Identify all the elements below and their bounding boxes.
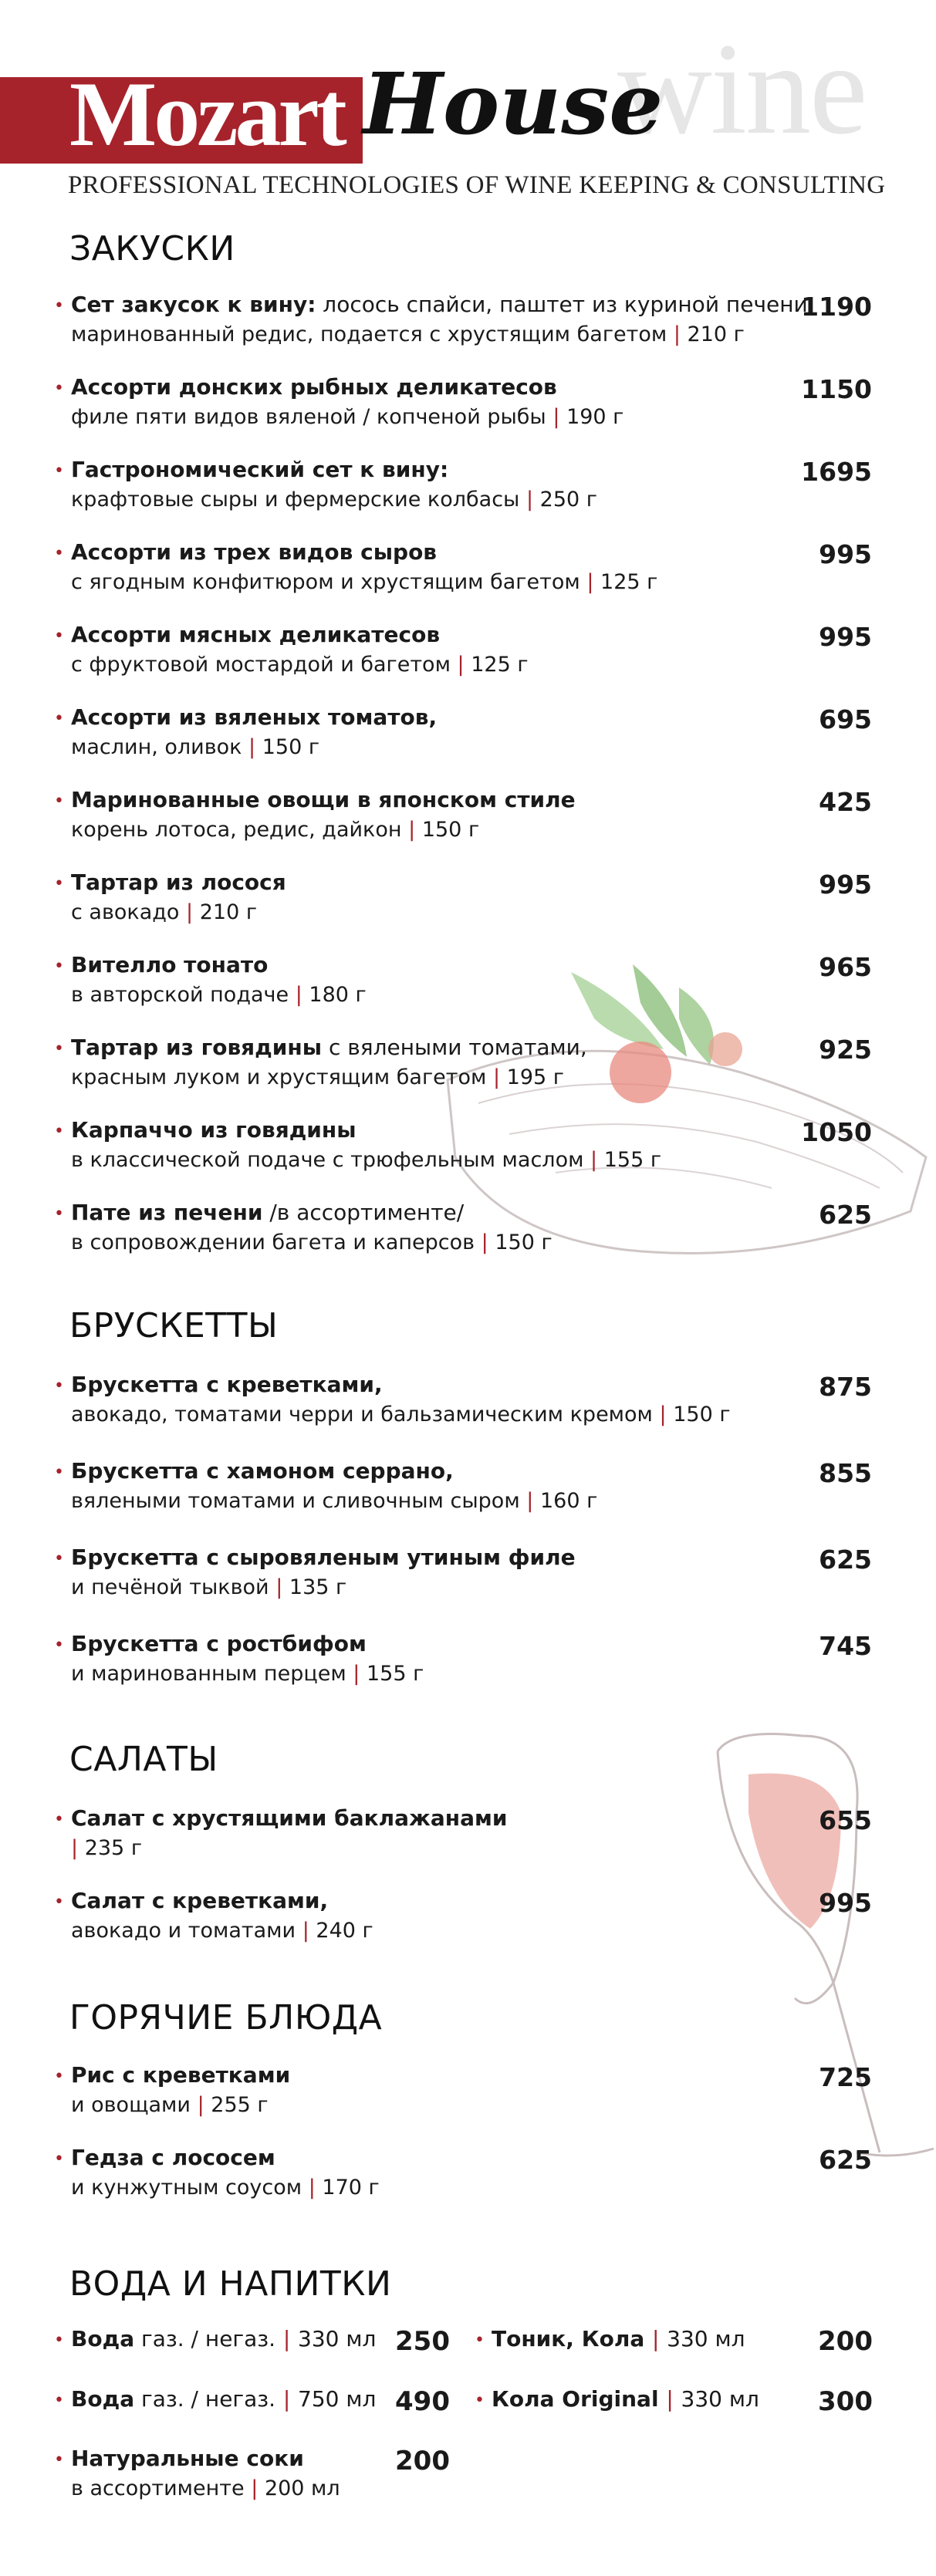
item-price: 1150 [801, 374, 872, 404]
item-name: Салат с хрустящими баклажанами [71, 1805, 508, 1831]
item-name: Ассорти из вяленых томатов, [71, 704, 438, 730]
item-name: Брускетта с сыровяленым утиным филе [71, 1545, 576, 1570]
item-description: авокадо и томатами | 240 г [71, 1919, 373, 1943]
bullet-icon: • [54, 1376, 64, 1396]
item-name: Гастрономический сет к вину: [71, 457, 449, 482]
item-price: 695 [819, 704, 872, 734]
bullet-icon: • [54, 2067, 64, 2086]
bullet-icon: • [54, 1039, 64, 1058]
bullet-icon: • [54, 1636, 64, 1655]
bullet-icon: • [54, 296, 64, 316]
item-description: в сопровождении багета и каперсов | 150 г [71, 1231, 552, 1254]
drink-item [54, 2446, 448, 2507]
drink-item [475, 2386, 876, 2433]
bullet-icon: • [54, 792, 64, 811]
item-name: Маринованные овощи в японском стиле [71, 787, 576, 812]
item-name: Брускетта с хамоном серрано, [71, 1458, 454, 1484]
bullet-icon: • [54, 1122, 64, 1141]
item-name: Тартар из лосося [71, 869, 286, 895]
bullet-icon: • [54, 544, 64, 563]
drink-name: Тоник, Кола | 330 мл [492, 2326, 745, 2351]
bullet-icon: • [54, 2391, 64, 2410]
drink-price: 200 [395, 2446, 450, 2476]
section-title-hot-dishes: ГОРЯЧИЕ БЛЮДА [69, 1998, 383, 2038]
drink-price: 300 [818, 2386, 873, 2417]
drink-name: Кола Original | 330 мл [492, 2386, 759, 2412]
bullet-icon: • [475, 2331, 485, 2350]
drink-item [475, 2326, 876, 2372]
logo-main: Mozart [69, 62, 344, 165]
item-price: 625 [819, 1200, 872, 1230]
bullet-icon: • [54, 1204, 64, 1224]
item-price: 625 [819, 2145, 872, 2175]
item-description: с фруктовой мостардой и багетом | 125 г [71, 653, 529, 677]
item-name: Рис с креветками [71, 2062, 291, 2088]
item-price: 1050 [801, 1117, 872, 1147]
item-name: Пате из печени /в ассортименте/ [71, 1200, 465, 1225]
item-name: Салат с креветками, [71, 1888, 329, 1913]
logo-watermark: wine [617, 16, 867, 161]
item-description: с авокадо | 210 г [71, 900, 258, 924]
bullet-icon: • [54, 379, 64, 398]
item-price: 725 [819, 2062, 872, 2092]
bullet-icon: • [54, 461, 64, 481]
drink-item [54, 2386, 448, 2433]
item-price: 425 [819, 787, 872, 817]
item-description: маслин, оливок | 150 г [71, 735, 320, 759]
item-name: Тартар из говядины с вялеными томатами, [71, 1035, 587, 1060]
bullet-icon: • [54, 626, 64, 646]
drink-description: в ассортименте | 200 мл [71, 2476, 340, 2500]
drink-name: Натуральные соки [71, 2446, 304, 2471]
bullet-icon: • [54, 874, 64, 893]
item-name: Брускетта с креветками, [71, 1372, 383, 1397]
item-description: вялеными томатами и сливочным сыром | 160 г [71, 1489, 598, 1513]
item-name: Карпаччо из говядины [71, 1117, 356, 1143]
bullet-icon: • [54, 957, 64, 976]
section-title-zakuski: ЗАКУСКИ [69, 229, 235, 268]
item-price: 995 [819, 539, 872, 569]
item-price: 1190 [801, 292, 872, 322]
item-price: 745 [819, 1631, 872, 1661]
item-description: авокадо, томатами черри и бальзамическим кремом | 150 г [71, 1403, 731, 1426]
bullet-icon: • [54, 1463, 64, 1482]
item-name: Вителло тонато [71, 952, 269, 977]
item-description: в авторской подаче | 180 г [71, 983, 367, 1007]
bullet-icon: • [54, 709, 64, 728]
item-description: с ягодным конфитюром и хрустящим багетом | 125 г [71, 570, 658, 594]
item-name: Ассорти мясных деликатесов [71, 622, 441, 647]
item-price: 855 [819, 1458, 872, 1488]
drink-price: 250 [395, 2326, 450, 2357]
item-price: 925 [819, 1035, 872, 1065]
item-name: Брускетта с ростбифом [71, 1631, 367, 1656]
drink-name: Вода газ. / негаз. | 750 мл [71, 2386, 377, 2412]
tagline: PROFESSIONAL TECHNOLOGIES OF WINE KEEPING & CONSULTING [68, 171, 886, 199]
item-description: | 235 г [71, 1836, 143, 1860]
item-description: маринованный редис, подается с хрустящим багетом | 210 г [71, 322, 745, 346]
bullet-icon: • [54, 2331, 64, 2350]
wine-glass-illustration [702, 1720, 936, 2176]
item-description: филе пяти видов вяленой / копченой рыбы | 190 г [71, 405, 624, 429]
item-description: крафтовые сыры и фермерские колбасы | 250 г [71, 488, 597, 511]
item-price: 655 [819, 1805, 872, 1835]
drink-price: 200 [818, 2326, 873, 2357]
item-description: красным луком и хрустящим багетом | 195 г [71, 1065, 564, 1089]
item-price: 965 [819, 952, 872, 982]
item-description: корень лотоса, редис, дайкон | 150 г [71, 818, 480, 842]
bullet-icon: • [54, 2450, 64, 2470]
item-price: 625 [819, 1545, 872, 1575]
item-name: Сет закусок к вину: лосось спайси, паштет из куриной печени, [71, 292, 815, 317]
item-description: в классической подаче с трюфельным маслом | 155 г [71, 1148, 662, 1172]
item-price: 875 [819, 1372, 872, 1402]
bullet-icon: • [54, 1892, 64, 1912]
bullet-icon: • [54, 1549, 64, 1568]
item-price: 995 [819, 869, 872, 900]
item-description: и овощами | 255 г [71, 2093, 269, 2117]
bullet-icon: • [54, 1810, 64, 1829]
section-title-drinks: ВОДА И НАПИТКИ [69, 2264, 392, 2304]
bullet-icon: • [54, 2149, 64, 2169]
drink-item [54, 2326, 448, 2372]
bullet-icon: • [475, 2391, 485, 2410]
item-name: Гедза с лососем [71, 2145, 275, 2170]
item-price: 995 [819, 1888, 872, 1918]
logo-script: House [363, 54, 664, 154]
item-price: 995 [819, 622, 872, 652]
item-description: и печёной тыквой | 135 г [71, 1575, 347, 1599]
section-title-salads: САЛАТЫ [69, 1740, 218, 1779]
item-name: Ассорти из трех видов сыров [71, 539, 438, 565]
item-name: Ассорти донских рыбных деликатесов [71, 374, 557, 400]
item-description: и маринованным перцем | 155 г [71, 1662, 424, 1686]
item-price: 1695 [801, 457, 872, 487]
section-title-bruschetta: БРУСКЕТТЫ [69, 1306, 279, 1345]
item-description: и кунжутным соусом | 170 г [71, 2176, 380, 2200]
drink-price: 490 [395, 2386, 450, 2417]
drink-name: Вода газ. / негаз. | 330 мл [71, 2326, 377, 2351]
